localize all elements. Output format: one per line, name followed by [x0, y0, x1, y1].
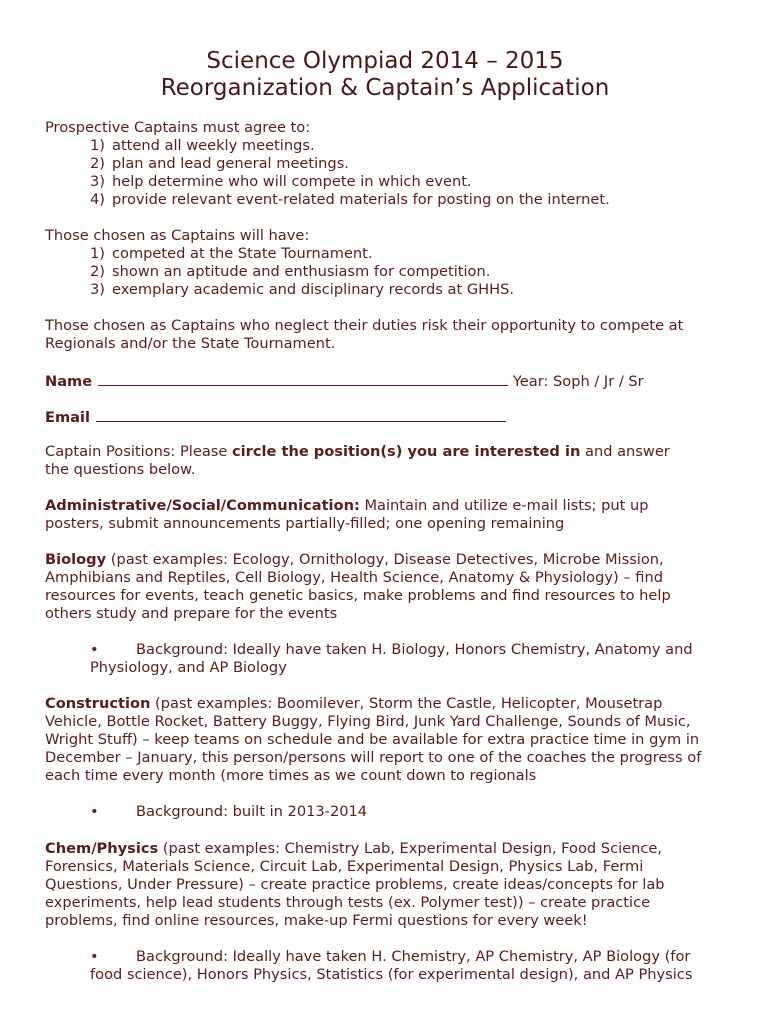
construction-line-2: Vehicle, Bottle Rocket, Battery Buggy, Flying Bird, Junk Yard Challenge, Sounds of Music,: [45, 713, 691, 730]
email-field[interactable]: [96, 407, 506, 422]
list-text: provide relevant event-related materials for posting on the internet.: [112, 191, 610, 208]
positions-intro-post: and answer: [580, 443, 670, 460]
chem-text: (past examples: Chemistry Lab, Experimental Design, Food Science,: [158, 840, 663, 857]
list-item: [90, 137, 740, 155]
chem-line-1: [45, 840, 735, 858]
list-text: exemplary academic and disciplinary records at GHHS.: [112, 281, 514, 298]
year-label: Year: Soph / Jr / Sr: [512, 373, 644, 390]
neglect-line-1: Those chosen as Captains who neglect their duties risk their opportunity to compete at: [45, 317, 684, 334]
biology-background-text: Background: Ideally have taken H. Biology, Honors Chemistry, Anatomy and: [136, 641, 693, 658]
have-heading: Those chosen as Captains will have:: [45, 227, 310, 244]
chem-line-3: Questions, Under Pressure) – create practice problems, create ideas/concepts for lab: [45, 876, 665, 893]
list-item: [90, 173, 740, 191]
bullet-icon: •: [90, 641, 99, 658]
list-number: 1): [90, 137, 105, 154]
list-number: 2): [90, 155, 105, 172]
construction-title: Construction: [45, 695, 151, 712]
title-line-1: Science Olympiad 2014 – 2015: [206, 48, 564, 74]
biology-title: Biology: [45, 551, 107, 568]
list-number: 1): [90, 245, 105, 262]
name-label: Name: [45, 373, 93, 390]
name-field[interactable]: [98, 371, 508, 386]
list-item: [90, 245, 740, 263]
biology-line-4: others study and prepare for the events: [45, 605, 338, 622]
chem-background-text: Background: Ideally have taken H. Chemistry, AP Chemistry, AP Biology (for: [136, 948, 691, 965]
email-label: Email: [45, 409, 91, 426]
admin-line-1: [45, 497, 735, 515]
list-item: [90, 263, 740, 281]
chem-line-2: Forensics, Materials Science, Circuit Lab, Experimental Design, Physics Lab, Fermi: [45, 858, 644, 875]
admin-text: Maintain and utilize e-mail lists; put up: [359, 497, 649, 514]
construction-text: (past examples: Boomilever, Storm the Castle, Helicopter, Mousetrap: [150, 695, 663, 712]
positions-intro-line-2: the questions below.: [45, 461, 196, 478]
email-row: [45, 407, 735, 427]
chem-line-4: experiments, help lead students through tests (ex. Polymer test)) – create practice: [45, 894, 651, 911]
list-number: 2): [90, 263, 105, 280]
chem-line-5: problems, find online resources, make-up Fermi questions for every week!: [45, 912, 588, 929]
biology-background-cont: Physiology, and AP Biology: [90, 659, 287, 676]
construction-line-1: [45, 695, 735, 713]
positions-intro-line-1: [45, 443, 735, 461]
bullet-icon: •: [90, 948, 99, 965]
construction-background: [90, 803, 367, 821]
list-item: [90, 191, 740, 209]
admin-title: Administrative/Social/Communication:: [45, 497, 360, 514]
chem-background: [90, 948, 690, 966]
chem-background-cont: food science), Honors Physics, Statistics (for experimental design), and AP Physics: [90, 966, 693, 983]
list-item: [90, 155, 740, 173]
positions-intro-pre: Captain Positions: Please: [45, 443, 232, 460]
biology-line-2: Amphibians and Reptiles, Cell Biology, Health Science, Anatomy & Physiology) – find: [45, 569, 663, 586]
biology-line-3: resources for events, teach genetic basics, make problems and find resources to help: [45, 587, 671, 604]
list-number: 3): [90, 281, 105, 298]
construction-line-3: Wright Stuff) – keep teams on schedule and be available for extra practice time in gym in: [45, 731, 700, 748]
agree-heading: Prospective Captains must agree to:: [45, 119, 311, 136]
bullet-icon: •: [90, 803, 99, 820]
construction-background-text: Background: built in 2013-2014: [136, 803, 368, 820]
list-text: help determine who will compete in which event.: [112, 173, 472, 190]
name-row: [45, 371, 735, 391]
list-text: attend all weekly meetings.: [112, 137, 315, 154]
construction-line-5: each time every month (more times as we count down to regionals: [45, 767, 537, 784]
positions-intro-bold: circle the position(s) you are interested in: [231, 443, 581, 460]
neglect-line-2: Regionals and/or the State Tournament.: [45, 335, 336, 352]
list-text: competed at the State Tournament.: [112, 245, 373, 262]
list-text: plan and lead general meetings.: [112, 155, 349, 172]
biology-line-1: [45, 551, 735, 569]
list-number: 4): [90, 191, 105, 208]
construction-line-4: December – January, this person/persons will report to one of the coaches the progress of: [45, 749, 702, 766]
list-number: 3): [90, 173, 105, 190]
chem-title: Chem/Physics: [45, 840, 159, 857]
list-text: shown an aptitude and enthusiasm for competition.: [112, 263, 491, 280]
list-item: [90, 281, 740, 299]
title-line-2: Reorganization & Captain’s Application: [160, 75, 610, 101]
biology-background: [90, 641, 693, 659]
biology-text: (past examples: Ecology, Ornithology, Disease Detectives, Microbe Mission,: [106, 551, 664, 568]
admin-line-2: posters, submit announcements partially-filled; one opening remaining: [45, 515, 565, 532]
